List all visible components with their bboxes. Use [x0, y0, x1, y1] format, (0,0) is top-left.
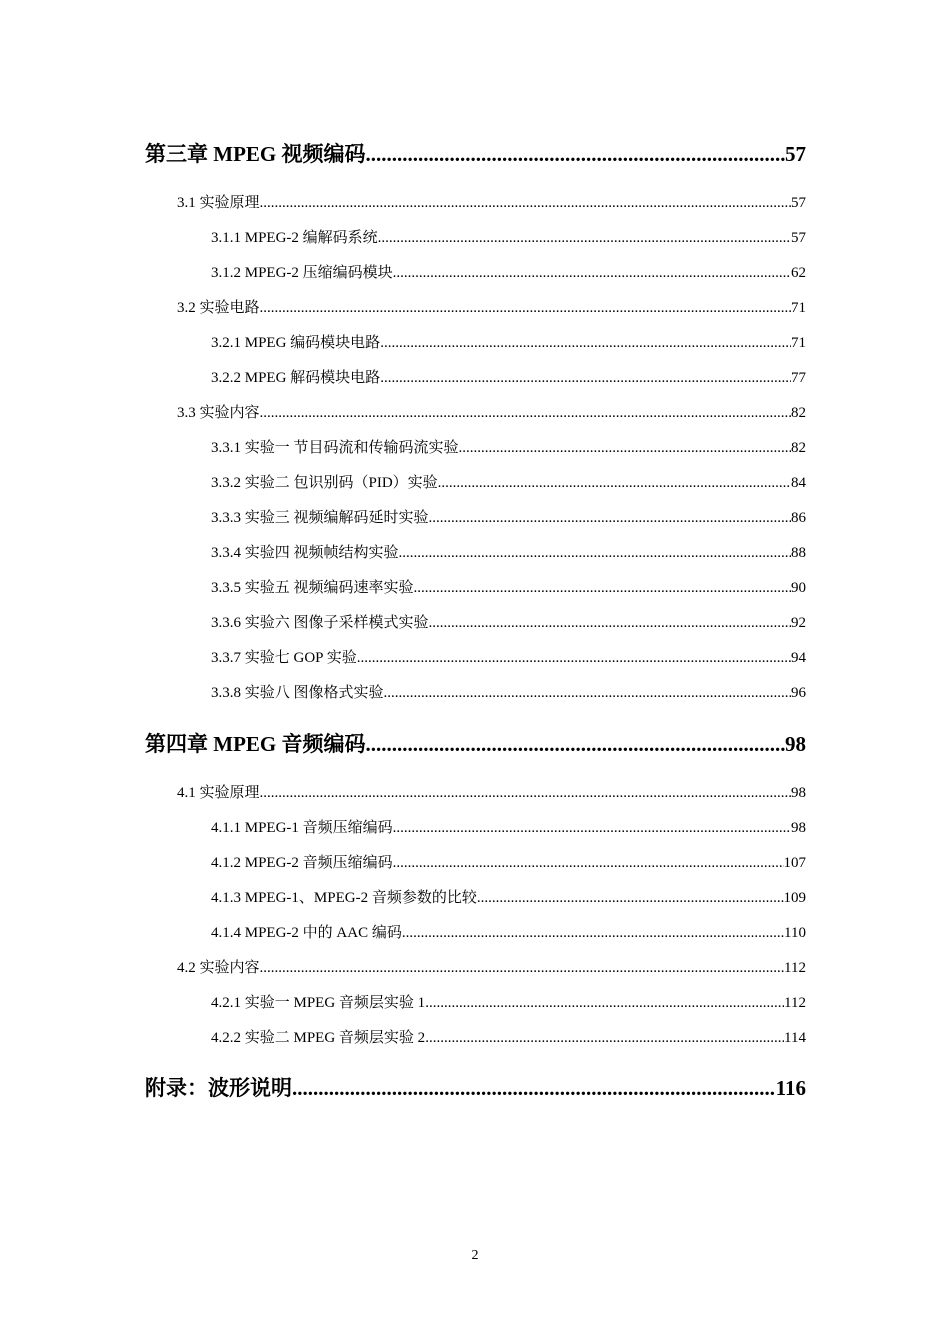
toc-entry-title: 第三章 MPEG 视频编码 [145, 142, 366, 166]
toc-subsection-3-3-3[interactable] [211, 506, 806, 527]
toc-section-3-2[interactable] [177, 296, 806, 317]
toc-entry-title: 3.1.1 MPEG-2 编解码系统 [211, 230, 378, 246]
toc-entry-title: 4.1.3 MPEG-1、MPEG-2 音频参数的比较 [211, 890, 477, 906]
toc-entry-title: 4.2.2 实验二 MPEG 音频层实验 2 [211, 1030, 426, 1046]
toc-entry-title: 3.3.6 实验六 图像子采样模式实验 [211, 615, 429, 631]
leader-dots [292, 1076, 776, 1101]
leader-dots [393, 265, 791, 282]
toc-subsection-3-1-1[interactable] [211, 226, 806, 247]
toc-entry-page: 107 [783, 855, 806, 871]
leader-dots [260, 785, 791, 802]
leader-dots [380, 335, 791, 352]
leader-dots [260, 960, 785, 977]
toc-subsection-3-1-2[interactable] [211, 261, 806, 282]
toc-entry-title: 第四章 MPEG 音频编码 [145, 732, 366, 756]
toc-entry-page: 92 [791, 615, 806, 631]
leader-dots [260, 300, 791, 317]
toc-entry-page: 114 [784, 1030, 806, 1046]
toc-entry-page: 112 [784, 995, 806, 1011]
toc-entry-page: 94 [791, 650, 806, 666]
toc-appendix[interactable] [145, 1072, 806, 1102]
toc-entry-title: 3.1 实验原理 [177, 195, 260, 211]
toc-entry-page: 98 [791, 785, 806, 801]
toc-subsection-4-2-2[interactable] [211, 1026, 806, 1047]
toc-entry-page: 98 [791, 820, 806, 836]
toc-entry-title: 3.3.4 实验四 视频帧结构实验 [211, 545, 399, 561]
toc-entry-page: 112 [784, 960, 806, 976]
toc-subsection-4-1-4[interactable] [211, 921, 806, 942]
toc-subsection-3-2-2[interactable] [211, 366, 806, 387]
leader-dots [260, 405, 791, 422]
leader-dots [366, 142, 786, 167]
leader-dots [378, 230, 791, 247]
toc-entry-page: 90 [791, 580, 806, 596]
toc-subsection-3-3-8[interactable] [211, 681, 806, 702]
leader-dots [459, 440, 791, 457]
leader-dots [414, 580, 791, 597]
toc-subsection-3-3-5[interactable] [211, 576, 806, 597]
toc-entry-title: 3.3.2 实验二 包识别码（PID）实验 [211, 475, 438, 491]
toc-entry-page: 82 [791, 405, 806, 421]
leader-dots [384, 685, 791, 702]
toc-subsection-3-3-2[interactable] [211, 471, 806, 492]
toc-subsection-4-1-1[interactable] [211, 816, 806, 837]
toc-entry-title: 4.1.2 MPEG-2 音频压缩编码 [211, 855, 393, 871]
toc-entry-title: 4.2.1 实验一 MPEG 音频层实验 1 [211, 995, 426, 1011]
toc-entry-title: 4.1.4 MPEG-2 中的 AAC 编码 [211, 925, 402, 941]
toc-section-3-1[interactable] [177, 191, 806, 212]
toc-entry-page: 88 [791, 545, 806, 561]
toc-entry-title: 3.2 实验电路 [177, 300, 260, 316]
leader-dots [477, 890, 784, 907]
toc-entry-page: 71 [791, 300, 806, 316]
toc-subsection-3-3-6[interactable] [211, 611, 806, 632]
toc-entry-title: 3.1.2 MPEG-2 压缩编码模块 [211, 265, 393, 281]
leader-dots [393, 855, 784, 872]
toc-entry-title: 3.3 实验内容 [177, 405, 260, 421]
leader-dots [429, 615, 791, 632]
toc-entry-title: 3.3.5 实验五 视频编码速率实验 [211, 580, 414, 596]
page-number: 2 [471, 1248, 479, 1263]
leader-dots [425, 995, 784, 1012]
toc-entry-page: 86 [791, 510, 806, 526]
toc-entry-title: 附录：波形说明 [145, 1076, 292, 1100]
toc-section-4-2[interactable] [177, 956, 806, 977]
leader-dots [260, 195, 791, 212]
toc-subsection-3-2-1[interactable] [211, 331, 806, 352]
toc-entry-page: 71 [791, 335, 806, 351]
toc-entry-title: 3.2.2 MPEG 解码模块电路 [211, 370, 381, 386]
toc-entry-page: 57 [791, 230, 806, 246]
toc-entry-title: 3.3.7 实验七 GOP 实验 [211, 650, 357, 666]
toc-entry-page: 98 [785, 732, 806, 756]
toc-section-4-1[interactable] [177, 781, 806, 802]
toc-entry-title: 4.1.1 MPEG-1 音频压缩编码 [211, 820, 393, 836]
toc-entry-page: 96 [791, 685, 806, 701]
toc-subsection-3-3-7[interactable] [211, 646, 806, 667]
toc-entry-page: 110 [784, 925, 806, 941]
toc-chapter-3[interactable] [145, 138, 806, 168]
toc-subsection-4-1-2[interactable] [211, 851, 806, 872]
leader-dots [425, 1030, 784, 1047]
toc-entry-page: 82 [791, 440, 806, 456]
leader-dots [357, 650, 791, 667]
toc-entry-page: 109 [783, 890, 806, 906]
toc-chapter-4[interactable] [145, 728, 806, 758]
toc-entry-page: 62 [791, 265, 806, 281]
toc-subsection-4-1-3[interactable] [211, 886, 806, 907]
toc-entry-page: 57 [791, 195, 806, 211]
leader-dots [399, 545, 791, 562]
leader-dots [380, 370, 791, 387]
toc-entry-page: 57 [785, 142, 806, 166]
toc-entry-title: 3.2.1 MPEG 编码模块电路 [211, 335, 381, 351]
leader-dots [393, 820, 791, 837]
toc-subsection-3-3-4[interactable] [211, 541, 806, 562]
toc-entry-page: 77 [791, 370, 806, 386]
toc-entry-title: 3.3.1 实验一 节目码流和传输码流实验 [211, 440, 459, 456]
toc-subsection-4-2-1[interactable] [211, 991, 806, 1012]
toc-entry-page: 116 [775, 1076, 806, 1100]
leader-dots [438, 475, 791, 492]
leader-dots [366, 732, 786, 757]
toc-subsection-3-3-1[interactable] [211, 436, 806, 457]
leader-dots [402, 925, 784, 942]
toc-entry-title: 3.3.8 实验八 图像格式实验 [211, 685, 384, 701]
toc-entry-page: 84 [791, 475, 806, 491]
toc-entry-title: 3.3.3 实验三 视频编解码延时实验 [211, 510, 429, 526]
toc-entry-title: 4.2 实验内容 [177, 960, 260, 976]
toc-section-3-3[interactable] [177, 401, 806, 422]
toc-entry-title: 4.1 实验原理 [177, 785, 260, 801]
leader-dots [429, 510, 791, 527]
